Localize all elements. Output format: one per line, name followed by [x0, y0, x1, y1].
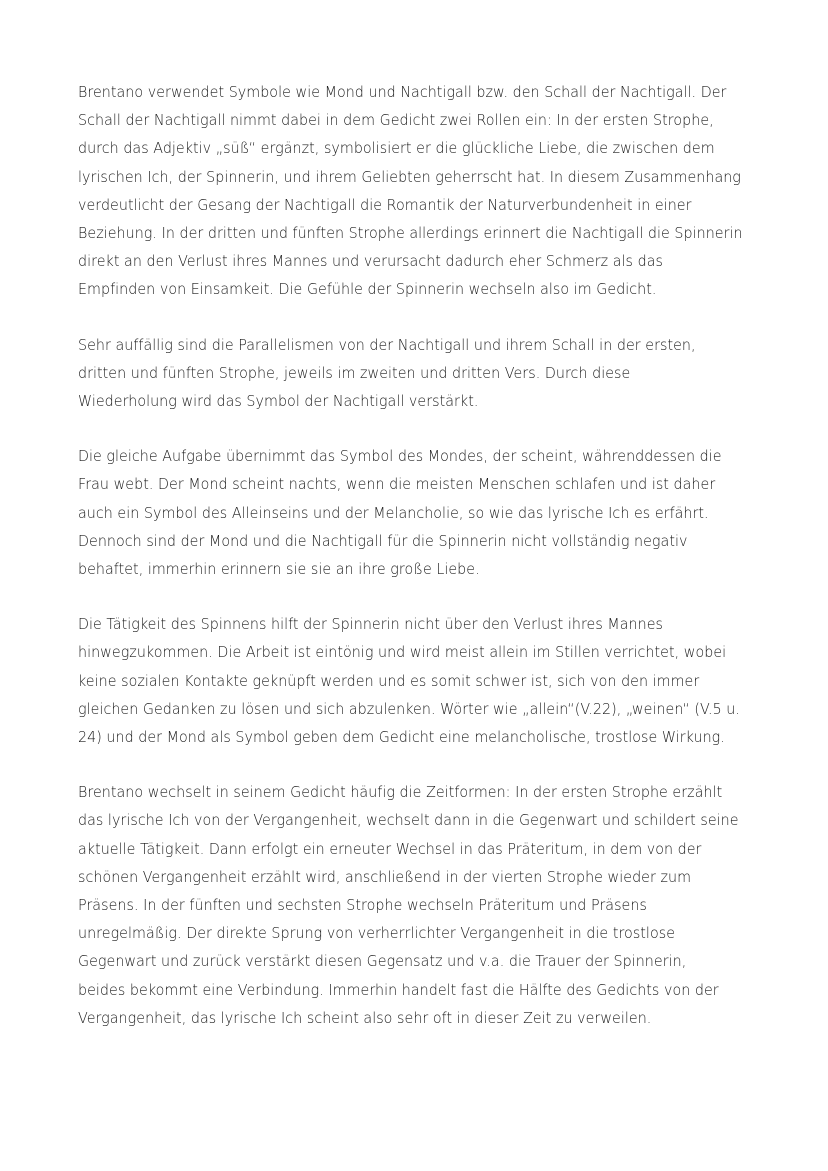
paragraph-tenses — [78, 778, 768, 1032]
text-line: Sehr auffällig sind die Parallelismen von der Nachtigall und ihrem Schall in der ersten, — [78, 335, 696, 354]
text-line: Schall der Nachtigall nimmt dabei in dem Gedicht zwei Rollen ein: In der ersten Strophe, — [78, 111, 714, 130]
text-line: hinwegzukommen. Die Arbeit ist eintönig und wird meist allein im Stillen verrichtet, wobei — [78, 643, 727, 662]
text-line: Gegenwart und zurück verstärkt diesen Gegensatz und v.a. die Trauer der Spinnerin, — [78, 952, 687, 971]
text-line: Dennoch sind der Mond und die Nachtigall für die Spinnerin nicht vollständig negativ — [78, 531, 688, 550]
text-line: Präsens. In der fünften und sechsten Strophe wechseln Präteritum und Präsens — [78, 896, 647, 915]
text-line: Brentano verwendet Symbole wie Mond und Nachtigall bzw. den Schall der Nachtigall. Der — [78, 83, 727, 101]
text-line: 24) und der Mond als Symbol geben dem Gedicht eine melancholische, trostlose Wirkung. — [78, 728, 725, 747]
text-line: schönen Vergangenheit erzählt wird, anschließend in der vierten Strophe wieder zum — [78, 867, 692, 886]
text-line: keine sozialen Kontakte geknüpft werden und es somit schwer ist, sich von den immer — [78, 671, 700, 690]
paragraph-moon — [78, 442, 768, 583]
text-line: Die gleiche Aufgabe übernimmt das Symbol des Mondes, der scheint, währenddessen die — [78, 447, 722, 466]
text-line: Die Tätigkeit des Spinnens hilft der Spinnerin nicht über den Verlust ihres Mannes — [78, 615, 664, 634]
text-line: gleichen Gedanken zu lösen und sich abzulenken. Wörter wie „allein“(V.22), „weinen“ (V.5 u. — [78, 699, 740, 718]
text-line: unregelmäßig. Der direkte Sprung von verherrlichter Vergangenheit in die trostlose — [78, 924, 676, 943]
paragraph-spinning — [78, 610, 768, 751]
text-line: beides bekommt eine Verbindung. Immerhin handelt fast die Hälfte des Gedichts von der — [78, 980, 719, 999]
text-line: durch das Adjektiv „süß“ ergänzt, symbolisiert er die glückliche Liebe, die zwischen dem — [78, 139, 715, 158]
text-line: Wiederholung wird das Symbol der Nachtigall verstärkt. — [78, 392, 479, 411]
text-line: verdeutlicht der Gesang der Nachtigall die Romantik der Naturverbundenheit in einer — [78, 195, 692, 214]
paragraph-parallelisms — [78, 331, 768, 416]
text-line: Vergangenheit, das lyrische Ich scheint also sehr oft in dieser Zeit zu verweilen. — [78, 1008, 652, 1027]
text-line: dritten und fünften Strophe, jeweils im zweiten und dritten Vers. Durch diese — [78, 363, 631, 382]
text-line: das lyrische Ich von der Vergangenheit, wechselt dann in die Gegenwart und schildert seine — [78, 811, 739, 830]
paragraph-symbols — [78, 78, 768, 304]
text-line: lyrischen Ich, der Spinnerin, und ihrem Geliebten geherrscht hat. In diesem Zusammenhang — [78, 167, 741, 186]
text-line: Frau webt. Der Mond scheint nachts, wenn die meisten Menschen schlafen und ist daher — [78, 475, 716, 494]
text-line: direkt an den Verlust ihres Mannes und verursacht dadurch eher Schmerz als das — [78, 252, 663, 271]
text-line: auch ein Symbol des Alleinseins und der Melancholie, so wie das lyrische Ich es erfährt. — [78, 503, 709, 522]
text-line: Beziehung. In der dritten und fünften Strophe allerdings erinnert die Nachtigall die Spinnerin — [78, 224, 743, 243]
text-line: aktuelle Tätigkeit. Dann erfolgt ein erneuter Wechsel in das Präteritum, in dem von der — [78, 839, 702, 858]
text-line: Empfinden von Einsamkeit. Die Gefühle der Spinnerin wechseln also im Gedicht. — [78, 280, 657, 299]
text-line: behaftet, immerhin erinnern sie sie an ihre große Liebe. — [78, 560, 480, 579]
text-line: Brentano wechselt in seinem Gedicht häufig die Zeitformen: In der ersten Strophe erzählt — [78, 783, 723, 802]
